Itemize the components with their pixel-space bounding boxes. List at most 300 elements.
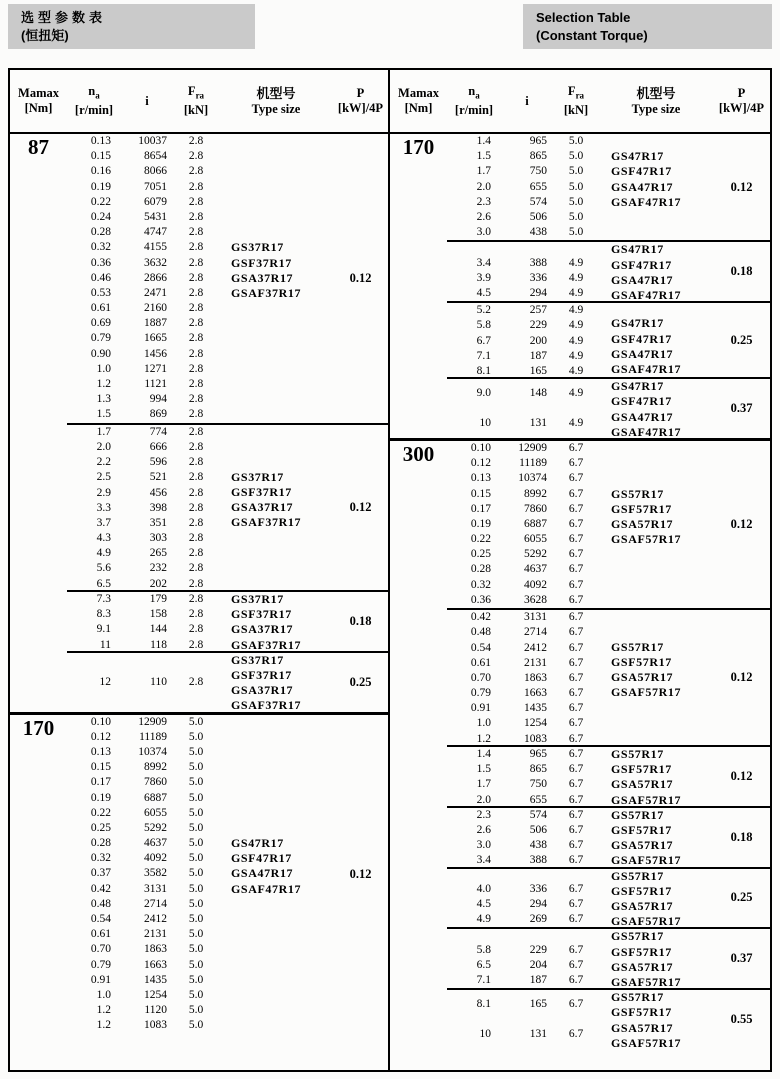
type-size-name: GS57R17 — [611, 929, 664, 944]
na-value: 2.0 — [476, 793, 491, 806]
type-size-name — [599, 441, 713, 456]
fra-value: 4.9 — [568, 334, 584, 347]
power-value: 0.18 — [730, 264, 753, 279]
ratio-value: 232 — [149, 562, 167, 575]
fra-value: 5.0 — [568, 210, 584, 223]
ratio-value: 1663 — [144, 958, 167, 971]
ratio-value: 158 — [149, 608, 167, 621]
mamax-group-87 — [10, 134, 388, 712]
power-block — [447, 867, 770, 928]
na-value: 0.15 — [90, 761, 111, 774]
type-size-name — [599, 715, 713, 730]
ratio-value: 574 — [529, 808, 547, 821]
ratio-value: 2131 — [144, 928, 167, 941]
title-english-line2: (Constant Torque) — [536, 28, 648, 43]
fra-value: 6.7 — [568, 656, 584, 669]
ratio-value: 1456 — [144, 347, 167, 360]
type-size-name — [219, 942, 333, 957]
na-value: 2.0 — [476, 180, 491, 193]
power-value: 0.55 — [730, 1011, 753, 1026]
type-size-name: GSF57R17 — [611, 762, 672, 777]
ratio-value: 750 — [529, 778, 547, 791]
fra-value: 5.0 — [188, 761, 204, 774]
ratio-value: 187 — [529, 349, 547, 362]
mamax-value: 170 — [22, 715, 55, 740]
na-value: 9.1 — [96, 623, 111, 636]
power-value: 0.37 — [730, 400, 753, 415]
ratio-value — [501, 929, 553, 942]
ratio-value: 4155 — [144, 241, 167, 254]
na-value: 0.61 — [90, 302, 111, 315]
power-value: 0.12 — [730, 669, 753, 684]
ratio-value: 12909 — [138, 715, 167, 728]
ratio-value: 1435 — [524, 702, 547, 715]
mamax-group-300 — [390, 438, 770, 1049]
na-value — [447, 242, 501, 255]
type-size-name — [599, 225, 713, 240]
fra-value: 5.0 — [188, 867, 204, 880]
power-block — [447, 988, 770, 1049]
ratio-value: 1254 — [144, 988, 167, 1001]
type-size-name: GSAF37R17 — [231, 637, 302, 651]
fra-value: 5.0 — [188, 821, 204, 834]
type-size-name — [219, 225, 333, 240]
na-value: 0.10 — [90, 715, 111, 728]
type-size-name: GSF47R17 — [611, 257, 672, 272]
ratio-value: 7860 — [144, 776, 167, 789]
fra-value: 2.8 — [188, 241, 204, 254]
ratio-value: 869 — [149, 408, 167, 421]
type-size-name: GSAF47R17 — [611, 362, 682, 376]
ratio-value: 10037 — [138, 135, 167, 147]
na-value: 1.2 — [96, 1019, 111, 1032]
type-size-name — [599, 134, 713, 149]
na-value: 4.9 — [476, 913, 491, 926]
type-size-name: GSF47R17 — [611, 394, 672, 409]
fra-value: 5.0 — [188, 882, 204, 895]
ratio-value: 965 — [529, 135, 547, 147]
fra-value: 6.7 — [568, 593, 584, 606]
type-size-name — [219, 331, 333, 346]
na-value: 8.1 — [476, 998, 491, 1011]
power-block — [447, 927, 770, 988]
fra-value: 6.7 — [568, 882, 584, 895]
fra-value: 5.0 — [188, 791, 204, 804]
type-size-name — [219, 745, 333, 760]
power-block — [67, 590, 388, 651]
fra-value: 5.0 — [568, 195, 584, 208]
power-value: 0.12 — [730, 516, 753, 531]
power-block — [447, 745, 770, 806]
header-fra: $F_{ra}$ [kN] — [563, 83, 589, 118]
power-block — [67, 423, 388, 590]
type-size-name — [219, 392, 333, 407]
fra-value: 2.8 — [188, 408, 204, 421]
na-value: 0.70 — [90, 943, 111, 956]
na-value: 0.90 — [90, 347, 111, 360]
power-value: 0.18 — [349, 613, 372, 628]
type-size-name: GSAF47R17 — [611, 424, 682, 438]
na-value: 3.0 — [476, 839, 491, 852]
type-size-name: GS47R17 — [611, 149, 664, 164]
fra-value: 2.8 — [188, 471, 204, 484]
ratio-value: 202 — [149, 577, 167, 590]
ratio-value: 10374 — [518, 472, 547, 485]
ratio-value: 774 — [149, 425, 167, 438]
ratio-value: 2412 — [144, 913, 167, 926]
na-value: 1.7 — [96, 425, 111, 438]
type-size-name — [219, 347, 333, 362]
fra-value: 2.8 — [188, 286, 204, 299]
type-size-name: GSA47R17 — [611, 346, 674, 361]
na-value: 0.10 — [470, 441, 491, 454]
na-value: 4.3 — [96, 532, 111, 545]
ratio-value: 8992 — [144, 761, 167, 774]
na-value: 0.48 — [90, 897, 111, 910]
ratio-value: 7860 — [524, 502, 547, 515]
na-value: 0.91 — [470, 702, 491, 715]
type-size-name: GS57R17 — [611, 746, 664, 761]
na-value: 0.46 — [90, 271, 111, 284]
type-size-name — [599, 625, 713, 640]
power-block — [67, 134, 388, 423]
na-value: 0.13 — [90, 745, 111, 758]
ratio-value: 2714 — [524, 626, 547, 639]
header-i: i — [525, 93, 529, 108]
na-value: 0.61 — [470, 656, 491, 669]
fra-value: 6.7 — [568, 823, 584, 836]
column-header-row — [10, 70, 388, 134]
type-size-name — [219, 1003, 333, 1018]
fra-value: 6.7 — [568, 897, 584, 910]
type-size-name — [219, 134, 333, 149]
na-value: 5.6 — [96, 562, 111, 575]
fra-value: 6.7 — [568, 687, 584, 700]
type-size-name: GSA57R17 — [611, 670, 674, 685]
fra-value: 4.9 — [568, 304, 584, 317]
na-value: 1.5 — [96, 408, 111, 421]
type-size-name: GSAF57R17 — [611, 792, 682, 806]
header-power: P [kW]/4P — [337, 86, 384, 115]
fra-value: 2.8 — [188, 271, 204, 284]
power-block — [447, 377, 770, 438]
ratio-value: 750 — [529, 165, 547, 178]
header-na: $n_a$ [r/min] — [454, 83, 494, 118]
na-value: 2.6 — [476, 823, 491, 836]
ratio-value — [501, 242, 553, 255]
fra-value: 6.7 — [568, 533, 584, 546]
ratio-value: 1120 — [144, 1004, 167, 1017]
na-value: 7.1 — [476, 973, 491, 986]
fra-value: 6.7 — [568, 839, 584, 852]
ratio-value: 294 — [529, 287, 547, 299]
type-size-name: GSA37R17 — [231, 683, 294, 698]
type-size-name — [599, 562, 713, 577]
na-value — [447, 929, 501, 942]
ratio-value: 336 — [529, 271, 547, 284]
type-size-name: GSAF37R17 — [231, 698, 302, 712]
na-value: 0.36 — [90, 256, 111, 269]
table-right-half — [390, 70, 770, 1070]
ratio-value: 1271 — [144, 362, 167, 375]
ratio-value: 6079 — [144, 195, 167, 208]
fra-value: 6.7 — [568, 808, 584, 821]
fra-value: 2.8 — [188, 302, 204, 315]
na-value: 10 — [479, 1027, 491, 1040]
ratio-value: 521 — [149, 471, 167, 484]
fra-value — [553, 929, 599, 942]
fra-value: 2.8 — [188, 675, 204, 688]
title-chinese-line2: (恒扭矩) — [21, 28, 69, 43]
type-size-name: GSAF57R17 — [611, 1035, 682, 1049]
ratio-value: 165 — [529, 364, 547, 377]
type-size-name — [599, 471, 713, 486]
type-size-name: GSAF47R17 — [231, 881, 302, 896]
fra-value: 6.7 — [568, 973, 584, 986]
fra-value: 6.7 — [568, 626, 584, 639]
type-size-name — [219, 806, 333, 821]
ratio-value: 1887 — [144, 317, 167, 330]
na-value: 6.7 — [476, 334, 491, 347]
ratio-value: 6887 — [524, 517, 547, 530]
ratio-value — [501, 869, 553, 882]
ratio-value: 1083 — [144, 1019, 167, 1032]
na-value: 4.5 — [476, 287, 491, 299]
ratio-value: 965 — [529, 747, 547, 760]
header-type-size: 机型号 Type size — [251, 85, 301, 116]
type-size-name — [219, 425, 333, 440]
na-value: 0.32 — [90, 241, 111, 254]
type-size-name: GSF57R17 — [611, 822, 672, 837]
ratio-value: 2131 — [524, 656, 547, 669]
ratio-value: 4637 — [524, 563, 547, 576]
ratio-value: 3131 — [144, 882, 167, 895]
selection-table — [8, 68, 772, 1072]
type-size-name: GSA57R17 — [611, 516, 674, 531]
na-value: 3.4 — [476, 256, 491, 269]
ratio-value: 4092 — [144, 852, 167, 865]
na-value — [447, 869, 501, 882]
fra-value: 6.7 — [568, 563, 584, 576]
fra-value: 2.8 — [188, 562, 204, 575]
type-size-name — [219, 195, 333, 210]
na-value: 0.53 — [90, 286, 111, 299]
na-value: 5.2 — [476, 304, 491, 317]
ratio-value: 388 — [529, 854, 547, 867]
fra-value — [553, 869, 599, 882]
fra-value: 2.8 — [188, 180, 204, 193]
type-size-name: GSF37R17 — [231, 484, 292, 499]
ratio-value: 2160 — [144, 302, 167, 315]
na-value: 1.5 — [476, 150, 491, 163]
na-value: 0.42 — [90, 882, 111, 895]
fra-value: 2.8 — [188, 516, 204, 529]
ratio-value: 269 — [529, 913, 547, 926]
fra-value: 6.7 — [568, 913, 584, 926]
type-size-name: GS37R17 — [231, 652, 284, 667]
type-size-name — [219, 377, 333, 392]
na-value: 0.22 — [470, 533, 491, 546]
fra-value: 6.7 — [568, 517, 584, 530]
type-size-name — [219, 958, 333, 973]
mamax-value: 87 — [28, 135, 49, 159]
type-size-name: GS37R17 — [231, 591, 284, 606]
ratio-value: 131 — [529, 1027, 547, 1040]
na-value: 2.5 — [96, 471, 111, 484]
ratio-value: 8992 — [524, 487, 547, 500]
ratio-value: 865 — [529, 150, 547, 163]
type-size-name — [219, 760, 333, 775]
na-value: 1.4 — [476, 135, 491, 147]
type-size-name — [219, 927, 333, 942]
fra-value: 2.8 — [188, 332, 204, 345]
type-size-name: GSA57R17 — [611, 838, 674, 853]
na-value: 0.61 — [90, 928, 111, 941]
na-value: 0.79 — [90, 332, 111, 345]
type-size-name: GSAF57R17 — [611, 685, 682, 700]
type-size-name — [219, 897, 333, 912]
type-size-name: GS57R17 — [611, 486, 664, 501]
type-size-name: GSAF47R17 — [611, 194, 682, 209]
type-size-name: GS47R17 — [611, 316, 664, 331]
na-value: 1.2 — [476, 732, 491, 745]
type-size-name — [219, 316, 333, 331]
ratio-value: 6887 — [144, 791, 167, 804]
type-size-name: GSF47R17 — [611, 331, 672, 346]
header-i: i — [145, 93, 149, 108]
na-value: 1.7 — [476, 778, 491, 791]
type-size-name: GSA47R17 — [611, 272, 674, 287]
ratio-value: 438 — [529, 226, 547, 239]
na-value: 0.12 — [470, 457, 491, 470]
fra-value: 4.9 — [568, 287, 584, 299]
fra-value: 2.8 — [188, 547, 204, 560]
type-size-name: GS37R17 — [231, 240, 284, 255]
na-value: 0.15 — [90, 150, 111, 163]
fra-value: 4.9 — [568, 349, 584, 362]
type-size-name: GSAF57R17 — [611, 853, 682, 867]
ratio-value: 574 — [529, 195, 547, 208]
fra-value: 2.8 — [188, 393, 204, 406]
type-size-name — [219, 455, 333, 470]
fra-value: 4.9 — [568, 271, 584, 284]
na-value: 3.4 — [476, 854, 491, 867]
na-value: 0.69 — [90, 317, 111, 330]
na-value: 0.32 — [90, 852, 111, 865]
type-size-name: GS47R17 — [231, 836, 284, 851]
type-size-name — [599, 303, 713, 316]
fra-value: 6.7 — [568, 641, 584, 654]
ratio-value: 165 — [529, 998, 547, 1011]
fra-value: 6.7 — [568, 778, 584, 791]
power-value: 0.12 — [349, 499, 372, 514]
fra-value: 2.8 — [188, 256, 204, 269]
power-value: 0.25 — [730, 332, 753, 347]
fra-value: 6.7 — [568, 747, 584, 760]
type-size-name — [219, 791, 333, 806]
type-size-name — [599, 730, 713, 745]
ratio-value: 2866 — [144, 271, 167, 284]
na-value: 0.13 — [90, 135, 111, 147]
na-value: 1.2 — [96, 378, 111, 390]
power-block — [447, 608, 770, 745]
type-size-name — [219, 164, 333, 179]
type-size-name: GSAF37R17 — [231, 285, 302, 300]
type-size-name: GSF57R17 — [611, 654, 672, 669]
type-size-name — [219, 530, 333, 545]
ratio-value: 596 — [149, 456, 167, 469]
type-size-name: GS47R17 — [611, 242, 664, 257]
fra-value: 5.0 — [188, 1019, 204, 1032]
ratio-value: 131 — [529, 416, 547, 429]
ratio-value: 294 — [529, 897, 547, 910]
na-value: 0.17 — [470, 502, 491, 515]
type-size-name: GSF37R17 — [231, 255, 292, 270]
fra-value: 2.8 — [188, 486, 204, 499]
ratio-value: 4637 — [144, 837, 167, 850]
group-content — [447, 134, 770, 438]
type-size-name: GSA57R17 — [611, 1020, 674, 1035]
na-value: 0.32 — [470, 578, 491, 591]
type-size-name: GS47R17 — [611, 379, 664, 394]
na-value: 0.79 — [470, 687, 491, 700]
ratio-value: 6055 — [524, 533, 547, 546]
group-content — [447, 441, 770, 1049]
ratio-value: 148 — [529, 387, 547, 400]
ratio-value: 1863 — [144, 943, 167, 956]
na-value: 3.7 — [96, 516, 111, 529]
fra-value: 5.0 — [188, 837, 204, 850]
ratio-value: 144 — [149, 623, 167, 636]
na-value: 0.13 — [470, 472, 491, 485]
fra-value: 6.7 — [568, 793, 584, 806]
na-value: 0.54 — [470, 641, 491, 654]
header-mamax: Mamax [Nm] — [398, 86, 439, 115]
fra-value: 4.9 — [568, 387, 584, 400]
type-size-name: GSAF47R17 — [611, 287, 682, 302]
fra-value: 6.7 — [568, 487, 584, 500]
ratio-value: 3632 — [144, 256, 167, 269]
group-content — [67, 715, 388, 1034]
type-size-name — [219, 301, 333, 316]
type-size-name — [599, 593, 713, 608]
ratio-value: 3582 — [144, 867, 167, 880]
na-value: 1.2 — [96, 1004, 111, 1017]
na-value: 2.6 — [476, 210, 491, 223]
na-value: 0.28 — [90, 226, 111, 239]
ratio-value: 506 — [529, 823, 547, 836]
ratio-value: 506 — [529, 210, 547, 223]
fra-value: 5.0 — [568, 226, 584, 239]
fra-value: 2.8 — [188, 210, 204, 223]
type-size-name: GSF57R17 — [611, 1005, 672, 1020]
title-english-line1: Selection Table — [536, 10, 631, 25]
na-value: 0.28 — [470, 563, 491, 576]
na-value: 0.19 — [90, 791, 111, 804]
fra-value: 6.7 — [568, 611, 584, 624]
na-value: 0.16 — [90, 165, 111, 178]
ratio-value: 12909 — [518, 441, 547, 454]
ratio-value: 655 — [529, 180, 547, 193]
na-value: 2.0 — [96, 440, 111, 453]
ratio-value: 10374 — [138, 745, 167, 758]
power-block — [447, 806, 770, 867]
ratio-value: 456 — [149, 486, 167, 499]
fra-value: 6.7 — [568, 548, 584, 561]
type-size-name — [599, 210, 713, 225]
ratio-value: 1663 — [524, 687, 547, 700]
na-value: 0.91 — [90, 973, 111, 986]
